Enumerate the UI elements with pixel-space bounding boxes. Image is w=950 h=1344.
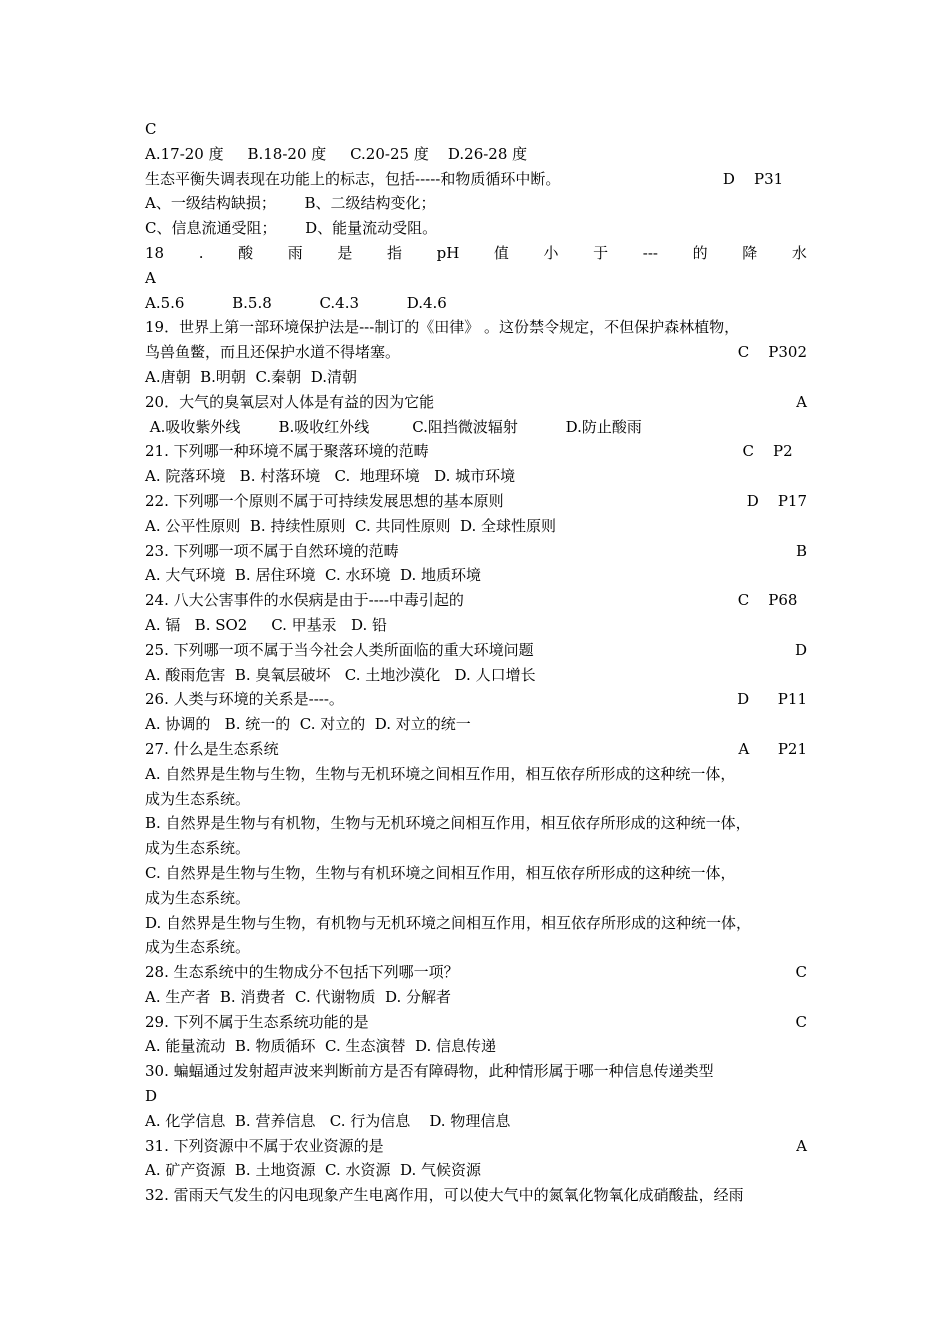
answer-tag: C P302 (737, 343, 807, 362)
question-line: 31. 下列资源中不属于农业资源的是 A (145, 1134, 807, 1159)
text-line: D. 自然界是生物与生物，有机物与无机环境之间相互作用，相互依存所形成的这种统一体， (145, 913, 752, 932)
question-18-line: 18 . 酸 雨 是 指 pH 值 小 于 --- 的 降 水 (145, 243, 807, 262)
answer-tag: A P21 (738, 739, 807, 758)
text-line: A. 镉 B. SO2 C. 甲基汞 D. 铅 (145, 615, 388, 634)
text-line: A. 协调的 B. 统一的 C. 对立的 D. 对立的统一 (145, 715, 471, 734)
text-line: A. 矿产资源 B. 土地资源 C. 水资源 D. 气候资源 (145, 1161, 482, 1180)
question-line: 25. 下列哪一项不属于当今社会人类所面临的重大环境问题 D (145, 638, 807, 663)
answer-tag: C (795, 963, 807, 982)
text-line: C. 自然界是生物与生物，生物与有机环境之间相互作用，相互依存所形成的这种统一体， (145, 863, 736, 882)
text-line: A、一级结构缺损； B、二级结构变化； (145, 194, 436, 213)
question-line: 24. 八大公害事件的水俣病是由于----中毒引起的 C P68 (145, 588, 807, 613)
question-line: 26. 人类与环境的关系是----。 D P11 (145, 687, 807, 712)
question-line: 28. 生态系统中的生物成分不包括下列哪一项？ C (145, 960, 807, 985)
question-line: 21. 下列哪一种环境不属于聚落环境的范畴 C P2 (145, 439, 807, 464)
text-line: A.吸收紫外线 B.吸收红外线 C.阻挡微波辐射 D.防止酸雨 (145, 417, 642, 436)
question-line: 19．世界上第一部环境保护法是---制订的《田律》 。这份禁令规定，不但保护森林植物， (145, 318, 740, 337)
text-line: A. 能量流动 B. 物质循环 C. 生态演替 D. 信息传递 (145, 1037, 497, 1056)
text-line: 成为生态系统。 (145, 938, 251, 957)
question-line: 23. 下列哪一项不属于自然环境的范畴 B (145, 539, 807, 564)
answer-tag: D P31 (722, 169, 807, 188)
text-line: 成为生态系统。 (145, 839, 251, 858)
text-line: A. 自然界是生物与生物，生物与无机环境之间相互作用，相互依存所形成的这种统一体， (145, 764, 736, 783)
answer-line: D (145, 1087, 158, 1106)
answer-tag: C P2 (742, 442, 807, 461)
text-line: A. 化学信息 B. 营养信息 C. 行为信息 D. 物理信息 (145, 1111, 511, 1130)
text-line: A. 公平性原则 B. 持续性原则 C. 共同性原则 D. 全球性原则 (145, 516, 557, 535)
text-line: A. 酸雨危害 B. 臭氧层破坏 C. 土地沙漠化 D. 人口增长 (145, 665, 536, 684)
answer-tag: A (796, 392, 807, 411)
answer-tag: C P68 (737, 591, 807, 610)
text-line: A. 生产者 B. 消费者 C. 代谢物质 D. 分解者 (145, 987, 452, 1006)
question-line: 32. 雷雨天气发生的闪电现象产生电离作用，可以使大气中的氮氧化物氧化成硝酸盐，经雨 (145, 1186, 744, 1205)
question-line: 生态平衡失调表现在功能上的标志，包括-----和物质循环中断。 D P31 (145, 167, 807, 192)
text-line: A.唐朝 B.明朝 C.秦朝 D.清朝 (145, 367, 357, 386)
text-line: C、信息流通受阻； D、能量流动受阻。 (145, 219, 438, 238)
answer-tag: A (796, 1136, 807, 1155)
text-line: 鸟兽鱼鳖，而且还保护水道不得堵塞。 C P302 (145, 340, 807, 365)
text-line: A.17-20 度 B.18-20 度 C.20-25 度 D.26-28 度 (145, 144, 528, 163)
answer-tag: C (795, 1012, 807, 1031)
text-line: B. 自然界是生物与有机物，生物与无机环境之间相互作用，相互依存所形成的这种统一体， (145, 814, 751, 833)
question-line: 22. 下列哪一个原则不属于可持续发展思想的基本原则 D P17 (145, 489, 807, 514)
document-page (145, 117, 807, 1208)
text-line: A. 大气环境 B. 居住环境 C. 水环境 D. 地质环境 (145, 566, 482, 585)
answer-tag: D (794, 640, 807, 659)
question-line: 29. 下列不属于生态系统功能的是 C (145, 1010, 807, 1035)
text-line: A.5.6 B.5.8 C.4.3 D.4.6 (145, 293, 447, 312)
question-line: 20．大气的臭氧层对人体是有益的因为它能 A (145, 390, 807, 415)
answer-line: A (145, 268, 156, 287)
question-line: 30. 蝙蝠通过发射超声波来判断前方是否有障碍物，此种情形属于哪一种信息传递类型 (145, 1062, 714, 1081)
text-line: 成为生态系统。 (145, 888, 251, 907)
text-line: A. 院落环境 B. 村落环境 C. 地理环境 D. 城市环境 (145, 467, 516, 486)
text-line: C (145, 120, 157, 138)
answer-tag: B (795, 541, 807, 560)
question-line: 27. 什么是生态系统 A P21 (145, 737, 807, 762)
answer-tag: D P11 (737, 690, 807, 709)
answer-tag: D P17 (746, 491, 807, 510)
text-line: 成为生态系统。 (145, 789, 251, 808)
